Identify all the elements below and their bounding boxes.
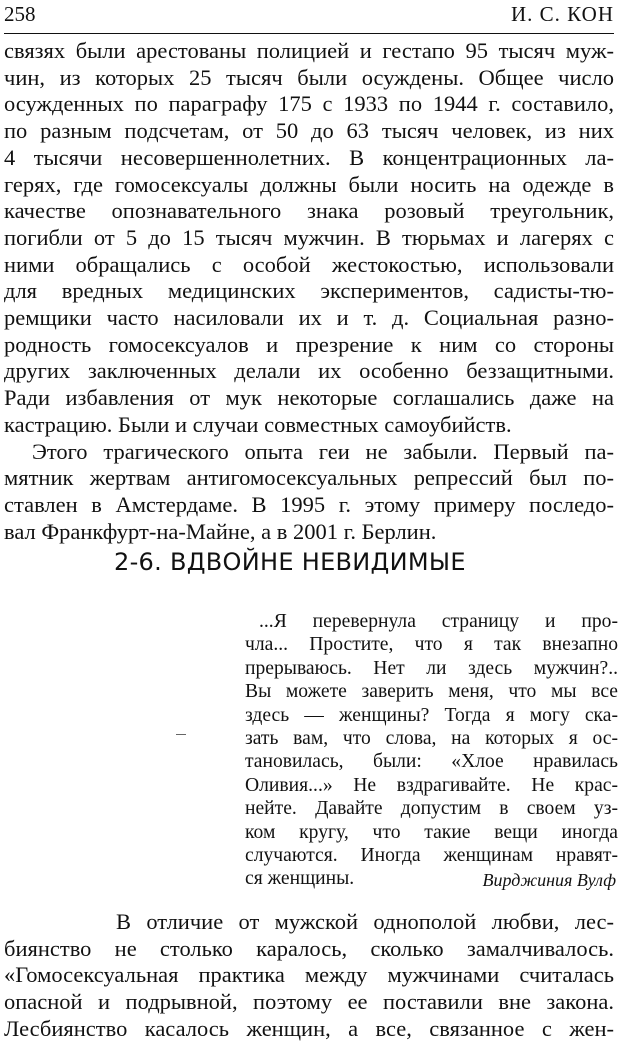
epigraph-line: здесь — женщины? Тогда я могу ска- <box>245 704 618 726</box>
text-line: качестве опознавательного знака розовый треугольник, <box>4 198 614 224</box>
page-number: 258 <box>4 2 36 26</box>
epigraph-line: прерываюсь. Нет ли здесь мужчин?.. <box>245 657 618 679</box>
text-line: герях, где гомосексуалы должны были носить на одежде в <box>4 171 614 197</box>
text-line: по разным подсчетам, от 50 до 63 тысяч человек, из них <box>4 118 614 144</box>
paragraph-1 <box>4 38 614 439</box>
text-line: 4 тысячи несовершеннолетних. В концентрационных ла- <box>4 144 614 170</box>
text-line: связях были арестованы полицией и гестапо 95 тысяч муж- <box>4 38 614 63</box>
epigraph-line: ...Я перевернула страницу и про- <box>259 611 618 632</box>
text-line: других заключенных делали их особенно беззащитными. <box>4 358 614 384</box>
text-line: погибли от 5 до 15 тысяч мужчин. В тюрьмах и лагерях с <box>4 224 614 250</box>
epigraph-line: случаются. Иногда женщинам нравят- <box>245 845 618 867</box>
epigraph <box>245 610 618 891</box>
epigraph-line: Вы можете заверить меня, что мы все <box>245 681 618 703</box>
epigraph-attribution: Вирджиния Вулф <box>482 870 616 890</box>
paragraph-3 <box>4 909 614 1043</box>
text-line: В отличие от мужской однополой любви, лес- <box>116 909 614 934</box>
epigraph-line: ся женщины. <box>245 868 355 890</box>
text-line: мятник жертвам антигомосексуальных репрессий был по- <box>4 465 614 491</box>
text-line: осужденных по параграфу 175 с 1933 по 1944 г. составило, <box>4 91 614 117</box>
paragraph-2 <box>4 439 614 546</box>
text-line: для вредных медицинских экспериментов, садисты-тю- <box>4 278 614 304</box>
text-line: «Гомосексуальная практика между мужчинами считалась <box>4 962 614 988</box>
epigraph-line: тановилась, были: «Хлое нравилась <box>245 751 618 773</box>
text-line: ставлен в Амстердаме. В 1995 г. этому примеру последо- <box>4 491 614 517</box>
text-line: ремщики часто насиловали их и т. д. Социальная разно- <box>4 305 614 331</box>
epigraph-line: зать вам, что слова, на которых я ос- <box>245 728 618 750</box>
text-line: опасной и подрывной, поэтому ее поставили вне закона. <box>4 989 614 1015</box>
text-line: вал Франкфурт-на-Майне, а в 2001 г. Берлин. <box>4 518 437 544</box>
text-line: ними обращались с особой жестокостью, использовали <box>4 251 614 277</box>
print-speck <box>176 734 186 735</box>
text-line: родность гомосексуалов и презрение к ним со стороны <box>4 331 614 357</box>
text-line: чин, из которых 25 тысяч были осуждены. Общее число <box>4 64 614 90</box>
epigraph-line: нейте. Давайте допустим в своем уз- <box>245 798 618 820</box>
text-line: Ради избавления от мук некоторые соглашались даже на <box>4 385 614 411</box>
epigraph-line: Оливия...» Не вздрагивайте. Не крас- <box>245 774 618 796</box>
text-line: Лесбиянство касалось женщин, а все, связанное с жен- <box>4 1015 614 1041</box>
epigraph-line: чла... Простите, что я так внезапно <box>245 634 618 656</box>
epigraph-line: ком кругу, что такие вещи иногда <box>245 821 618 843</box>
text-line: биянство не столько каралось, сколько замалчивалось. <box>4 935 614 961</box>
page-header <box>4 0 614 32</box>
text-line: Этого трагического опыта геи не забыли. Первый па- <box>32 438 614 464</box>
section-heading: 2-6. ВДВОЙНЕ НЕВИДИМЫЕ <box>114 548 466 576</box>
running-head: И. С. КОН <box>511 2 614 26</box>
header-rule <box>4 33 614 34</box>
text-line: кастрацию. Были и случаи совместных самоубийств. <box>4 411 512 437</box>
